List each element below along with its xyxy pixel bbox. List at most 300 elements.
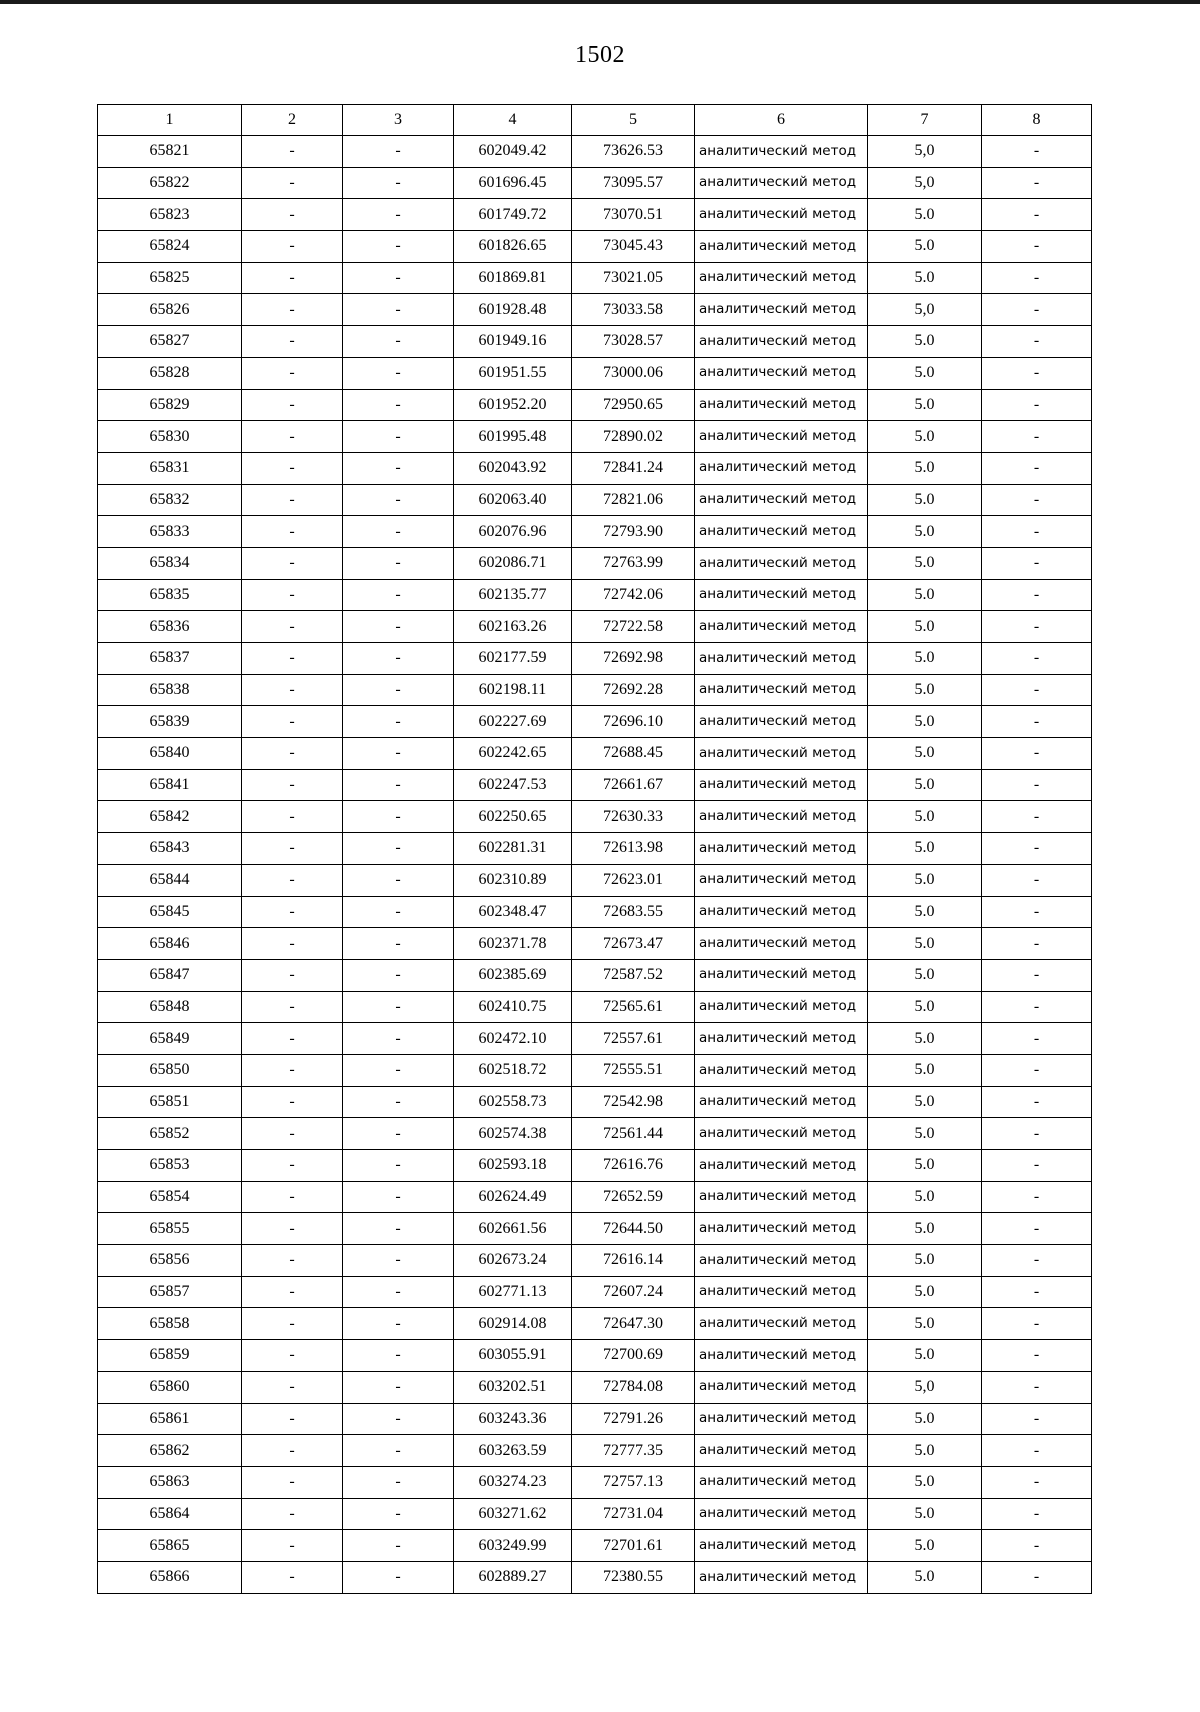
col8-cell: -: [982, 1150, 1092, 1182]
method-cell: аналитический метод: [695, 833, 868, 865]
col2-cell: -: [242, 1435, 343, 1467]
y-coordinate-cell: 72742.06: [572, 579, 695, 611]
accuracy-cell: 5.0: [868, 991, 982, 1023]
table-row: [98, 674, 1092, 706]
table-row: [98, 1340, 1092, 1372]
x-coordinate-cell: 602043.92: [454, 452, 572, 484]
table-row: [98, 579, 1092, 611]
point-number-cell: 65844: [98, 864, 242, 896]
col2-cell: -: [242, 389, 343, 421]
method-cell: аналитический метод: [695, 1150, 868, 1182]
accuracy-cell: 5.0: [868, 231, 982, 263]
y-coordinate-cell: 72555.51: [572, 1054, 695, 1086]
point-number-cell: 65849: [98, 1023, 242, 1055]
y-coordinate-cell: 72683.55: [572, 896, 695, 928]
y-coordinate-cell: 72623.01: [572, 864, 695, 896]
x-coordinate-cell: 601696.45: [454, 167, 572, 199]
col8-cell: -: [982, 1308, 1092, 1340]
x-coordinate-cell: 602242.65: [454, 738, 572, 770]
accuracy-cell: 5.0: [868, 611, 982, 643]
point-number-cell: 65825: [98, 262, 242, 294]
col2-cell: -: [242, 801, 343, 833]
x-coordinate-cell: 603243.36: [454, 1403, 572, 1435]
point-number-cell: 65842: [98, 801, 242, 833]
method-cell: аналитический метод: [695, 864, 868, 896]
method-cell: аналитический метод: [695, 452, 868, 484]
x-coordinate-cell: 602385.69: [454, 959, 572, 991]
col8-cell: -: [982, 1340, 1092, 1372]
col3-cell: -: [343, 1530, 454, 1562]
point-number-cell: 65848: [98, 991, 242, 1023]
col3-cell: -: [343, 1340, 454, 1372]
col8-cell: -: [982, 294, 1092, 326]
col3-cell: -: [343, 547, 454, 579]
col2-cell: -: [242, 1023, 343, 1055]
method-cell: аналитический метод: [695, 1213, 868, 1245]
point-number-cell: 65846: [98, 928, 242, 960]
col2-cell: -: [242, 484, 343, 516]
accuracy-cell: 5,0: [868, 294, 982, 326]
col3-cell: -: [343, 199, 454, 231]
accuracy-cell: 5,0: [868, 136, 982, 168]
method-cell: аналитический метод: [695, 1181, 868, 1213]
col3-cell: -: [343, 1086, 454, 1118]
accuracy-cell: 5.0: [868, 1435, 982, 1467]
col3-cell: -: [343, 769, 454, 801]
point-number-cell: 65826: [98, 294, 242, 326]
table-row: [98, 801, 1092, 833]
col8-cell: -: [982, 1403, 1092, 1435]
col2-cell: -: [242, 1118, 343, 1150]
method-cell: аналитический метод: [695, 1435, 868, 1467]
col2-cell: -: [242, 167, 343, 199]
x-coordinate-cell: 603055.91: [454, 1340, 572, 1372]
table-row: [98, 991, 1092, 1023]
y-coordinate-cell: 72692.98: [572, 643, 695, 675]
col2-cell: -: [242, 421, 343, 453]
col2-cell: -: [242, 579, 343, 611]
col2-cell: -: [242, 1308, 343, 1340]
x-coordinate-cell: 602574.38: [454, 1118, 572, 1150]
point-number-cell: 65829: [98, 389, 242, 421]
column-header: 1: [98, 105, 242, 136]
col8-cell: -: [982, 928, 1092, 960]
table-row: [98, 1308, 1092, 1340]
method-cell: аналитический метод: [695, 959, 868, 991]
col3-cell: -: [343, 262, 454, 294]
col3-cell: -: [343, 1371, 454, 1403]
point-number-cell: 65827: [98, 326, 242, 358]
table-row: [98, 516, 1092, 548]
table-row: [98, 389, 1092, 421]
col3-cell: -: [343, 421, 454, 453]
accuracy-cell: 5.0: [868, 1245, 982, 1277]
col2-cell: -: [242, 516, 343, 548]
col2-cell: -: [242, 1054, 343, 1086]
x-coordinate-cell: 603271.62: [454, 1498, 572, 1530]
header-row: [98, 105, 1092, 136]
method-cell: аналитический метод: [695, 1245, 868, 1277]
table-row: [98, 1498, 1092, 1530]
accuracy-cell: 5.0: [868, 1276, 982, 1308]
point-number-cell: 65847: [98, 959, 242, 991]
method-cell: аналитический метод: [695, 1530, 868, 1562]
col3-cell: -: [343, 833, 454, 865]
table-row: [98, 357, 1092, 389]
method-cell: аналитический метод: [695, 1340, 868, 1372]
table-row: [98, 1181, 1092, 1213]
col2-cell: -: [242, 231, 343, 263]
col2-cell: -: [242, 547, 343, 579]
method-cell: аналитический метод: [695, 389, 868, 421]
method-cell: аналитический метод: [695, 547, 868, 579]
accuracy-cell: 5.0: [868, 579, 982, 611]
accuracy-cell: 5.0: [868, 738, 982, 770]
col8-cell: -: [982, 1181, 1092, 1213]
y-coordinate-cell: 72688.45: [572, 738, 695, 770]
point-number-cell: 65832: [98, 484, 242, 516]
col8-cell: -: [982, 199, 1092, 231]
table-row: [98, 326, 1092, 358]
y-coordinate-cell: 72757.13: [572, 1466, 695, 1498]
x-coordinate-cell: 602250.65: [454, 801, 572, 833]
col8-cell: -: [982, 484, 1092, 516]
table-row: [98, 1054, 1092, 1086]
accuracy-cell: 5.0: [868, 1086, 982, 1118]
table-row: [98, 1245, 1092, 1277]
col8-cell: -: [982, 864, 1092, 896]
y-coordinate-cell: 73000.06: [572, 357, 695, 389]
method-cell: аналитический метод: [695, 769, 868, 801]
col2-cell: -: [242, 326, 343, 358]
accuracy-cell: 5.0: [868, 643, 982, 675]
method-cell: аналитический метод: [695, 1561, 868, 1593]
table-row: [98, 421, 1092, 453]
method-cell: аналитический метод: [695, 1371, 868, 1403]
accuracy-cell: 5.0: [868, 1466, 982, 1498]
method-cell: аналитический метод: [695, 167, 868, 199]
x-coordinate-cell: 603274.23: [454, 1466, 572, 1498]
col8-cell: -: [982, 1498, 1092, 1530]
accuracy-cell: 5.0: [868, 1340, 982, 1372]
accuracy-cell: 5.0: [868, 674, 982, 706]
col8-cell: -: [982, 326, 1092, 358]
col2-cell: -: [242, 611, 343, 643]
point-number-cell: 65853: [98, 1150, 242, 1182]
y-coordinate-cell: 72557.61: [572, 1023, 695, 1055]
accuracy-cell: 5.0: [868, 928, 982, 960]
col2-cell: -: [242, 706, 343, 738]
column-header: 7: [868, 105, 982, 136]
point-number-cell: 65862: [98, 1435, 242, 1467]
y-coordinate-cell: 72791.26: [572, 1403, 695, 1435]
col8-cell: -: [982, 706, 1092, 738]
col3-cell: -: [343, 1181, 454, 1213]
table-row: [98, 1403, 1092, 1435]
table-body: [98, 136, 1092, 1594]
table-row: [98, 1371, 1092, 1403]
x-coordinate-cell: 602163.26: [454, 611, 572, 643]
x-coordinate-cell: 602076.96: [454, 516, 572, 548]
col8-cell: -: [982, 1561, 1092, 1593]
col8-cell: -: [982, 959, 1092, 991]
y-coordinate-cell: 72793.90: [572, 516, 695, 548]
col3-cell: -: [343, 1118, 454, 1150]
accuracy-cell: 5,0: [868, 1371, 982, 1403]
col3-cell: -: [343, 136, 454, 168]
col3-cell: -: [343, 1466, 454, 1498]
col2-cell: -: [242, 833, 343, 865]
x-coordinate-cell: 601951.55: [454, 357, 572, 389]
method-cell: аналитический метод: [695, 674, 868, 706]
y-coordinate-cell: 72644.50: [572, 1213, 695, 1245]
table-row: [98, 1561, 1092, 1593]
col8-cell: -: [982, 1466, 1092, 1498]
col2-cell: -: [242, 1561, 343, 1593]
x-coordinate-cell: 602086.71: [454, 547, 572, 579]
col3-cell: -: [343, 294, 454, 326]
col8-cell: -: [982, 1118, 1092, 1150]
accuracy-cell: 5.0: [868, 262, 982, 294]
y-coordinate-cell: 72777.35: [572, 1435, 695, 1467]
y-coordinate-cell: 73095.57: [572, 167, 695, 199]
y-coordinate-cell: 73070.51: [572, 199, 695, 231]
col8-cell: -: [982, 579, 1092, 611]
point-number-cell: 65861: [98, 1403, 242, 1435]
accuracy-cell: 5.0: [868, 1023, 982, 1055]
x-coordinate-cell: 602049.42: [454, 136, 572, 168]
point-number-cell: 65854: [98, 1181, 242, 1213]
method-cell: аналитический метод: [695, 262, 868, 294]
column-header: 8: [982, 105, 1092, 136]
y-coordinate-cell: 72692.28: [572, 674, 695, 706]
x-coordinate-cell: 602135.77: [454, 579, 572, 611]
column-header: 2: [242, 105, 343, 136]
point-number-cell: 65831: [98, 452, 242, 484]
col8-cell: -: [982, 991, 1092, 1023]
x-coordinate-cell: 602771.13: [454, 1276, 572, 1308]
y-coordinate-cell: 72821.06: [572, 484, 695, 516]
col2-cell: -: [242, 1466, 343, 1498]
accuracy-cell: 5.0: [868, 864, 982, 896]
col3-cell: -: [343, 231, 454, 263]
col3-cell: -: [343, 928, 454, 960]
col8-cell: -: [982, 738, 1092, 770]
method-cell: аналитический метод: [695, 1086, 868, 1118]
x-coordinate-cell: 601869.81: [454, 262, 572, 294]
accuracy-cell: 5.0: [868, 421, 982, 453]
col3-cell: -: [343, 801, 454, 833]
col3-cell: -: [343, 357, 454, 389]
col8-cell: -: [982, 547, 1092, 579]
col2-cell: -: [242, 674, 343, 706]
col8-cell: -: [982, 389, 1092, 421]
col2-cell: -: [242, 1340, 343, 1372]
point-number-cell: 65840: [98, 738, 242, 770]
coordinates-table: [97, 104, 1092, 1594]
y-coordinate-cell: 72661.67: [572, 769, 695, 801]
point-number-cell: 65821: [98, 136, 242, 168]
x-coordinate-cell: 603202.51: [454, 1371, 572, 1403]
top-rule: [0, 0, 1200, 4]
col8-cell: -: [982, 611, 1092, 643]
col3-cell: -: [343, 738, 454, 770]
col8-cell: -: [982, 452, 1092, 484]
col8-cell: -: [982, 643, 1092, 675]
col3-cell: -: [343, 611, 454, 643]
x-coordinate-cell: 602281.31: [454, 833, 572, 865]
col2-cell: -: [242, 199, 343, 231]
y-coordinate-cell: 73021.05: [572, 262, 695, 294]
y-coordinate-cell: 72652.59: [572, 1181, 695, 1213]
point-number-cell: 65864: [98, 1498, 242, 1530]
col3-cell: -: [343, 959, 454, 991]
col2-cell: -: [242, 896, 343, 928]
accuracy-cell: 5.0: [868, 516, 982, 548]
y-coordinate-cell: 72587.52: [572, 959, 695, 991]
point-number-cell: 65851: [98, 1086, 242, 1118]
col2-cell: -: [242, 136, 343, 168]
method-cell: аналитический метод: [695, 706, 868, 738]
y-coordinate-cell: 72542.98: [572, 1086, 695, 1118]
col3-cell: -: [343, 1276, 454, 1308]
point-number-cell: 65841: [98, 769, 242, 801]
accuracy-cell: 5,0: [868, 167, 982, 199]
table-row: [98, 896, 1092, 928]
table-row: [98, 484, 1092, 516]
method-cell: аналитический метод: [695, 516, 868, 548]
y-coordinate-cell: 72784.08: [572, 1371, 695, 1403]
y-coordinate-cell: 72380.55: [572, 1561, 695, 1593]
col3-cell: -: [343, 706, 454, 738]
col8-cell: -: [982, 1530, 1092, 1562]
table-row: [98, 1466, 1092, 1498]
point-number-cell: 65822: [98, 167, 242, 199]
col3-cell: -: [343, 484, 454, 516]
col8-cell: -: [982, 262, 1092, 294]
table-row: [98, 959, 1092, 991]
col8-cell: -: [982, 1245, 1092, 1277]
accuracy-cell: 5.0: [868, 1054, 982, 1086]
accuracy-cell: 5.0: [868, 1498, 982, 1530]
x-coordinate-cell: 602371.78: [454, 928, 572, 960]
col3-cell: -: [343, 167, 454, 199]
accuracy-cell: 5.0: [868, 452, 982, 484]
point-number-cell: 65860: [98, 1371, 242, 1403]
x-coordinate-cell: 601826.65: [454, 231, 572, 263]
col2-cell: -: [242, 1276, 343, 1308]
table-row: [98, 547, 1092, 579]
col2-cell: -: [242, 738, 343, 770]
col3-cell: -: [343, 1403, 454, 1435]
col8-cell: -: [982, 1213, 1092, 1245]
col2-cell: -: [242, 1245, 343, 1277]
method-cell: аналитический метод: [695, 579, 868, 611]
x-coordinate-cell: 602914.08: [454, 1308, 572, 1340]
y-coordinate-cell: 73028.57: [572, 326, 695, 358]
table-row: [98, 1276, 1092, 1308]
point-number-cell: 65837: [98, 643, 242, 675]
col2-cell: -: [242, 357, 343, 389]
table-row: [98, 643, 1092, 675]
point-number-cell: 65858: [98, 1308, 242, 1340]
accuracy-cell: 5.0: [868, 1403, 982, 1435]
page-number: 1502: [575, 42, 625, 68]
table-row: [98, 611, 1092, 643]
col3-cell: -: [343, 864, 454, 896]
method-cell: аналитический метод: [695, 326, 868, 358]
accuracy-cell: 5.0: [868, 199, 982, 231]
col2-cell: -: [242, 864, 343, 896]
col2-cell: -: [242, 928, 343, 960]
col3-cell: -: [343, 1213, 454, 1245]
method-cell: аналитический метод: [695, 611, 868, 643]
y-coordinate-cell: 72607.24: [572, 1276, 695, 1308]
accuracy-cell: 5.0: [868, 801, 982, 833]
table-row: [98, 1118, 1092, 1150]
x-coordinate-cell: 603263.59: [454, 1435, 572, 1467]
accuracy-cell: 5.0: [868, 1561, 982, 1593]
accuracy-cell: 5.0: [868, 357, 982, 389]
col8-cell: -: [982, 1435, 1092, 1467]
x-coordinate-cell: 602558.73: [454, 1086, 572, 1118]
x-coordinate-cell: 603249.99: [454, 1530, 572, 1562]
point-number-cell: 65859: [98, 1340, 242, 1372]
accuracy-cell: 5.0: [868, 484, 982, 516]
col3-cell: -: [343, 1245, 454, 1277]
point-number-cell: 65866: [98, 1561, 242, 1593]
x-coordinate-cell: 602227.69: [454, 706, 572, 738]
col3-cell: -: [343, 1435, 454, 1467]
point-number-cell: 65836: [98, 611, 242, 643]
point-number-cell: 65855: [98, 1213, 242, 1245]
accuracy-cell: 5.0: [868, 1150, 982, 1182]
x-coordinate-cell: 602673.24: [454, 1245, 572, 1277]
col8-cell: -: [982, 1276, 1092, 1308]
point-number-cell: 65823: [98, 199, 242, 231]
x-coordinate-cell: 602063.40: [454, 484, 572, 516]
y-coordinate-cell: 73045.43: [572, 231, 695, 263]
y-coordinate-cell: 72701.61: [572, 1530, 695, 1562]
y-coordinate-cell: 72616.14: [572, 1245, 695, 1277]
col3-cell: -: [343, 1054, 454, 1086]
table-row: [98, 769, 1092, 801]
col2-cell: -: [242, 452, 343, 484]
table-row: [98, 452, 1092, 484]
col8-cell: -: [982, 231, 1092, 263]
x-coordinate-cell: 601749.72: [454, 199, 572, 231]
accuracy-cell: 5.0: [868, 769, 982, 801]
y-coordinate-cell: 72731.04: [572, 1498, 695, 1530]
point-number-cell: 65824: [98, 231, 242, 263]
table-row: [98, 706, 1092, 738]
x-coordinate-cell: 601928.48: [454, 294, 572, 326]
y-coordinate-cell: 72890.02: [572, 421, 695, 453]
col3-cell: -: [343, 389, 454, 421]
accuracy-cell: 5.0: [868, 896, 982, 928]
y-coordinate-cell: 72647.30: [572, 1308, 695, 1340]
method-cell: аналитический метод: [695, 1403, 868, 1435]
x-coordinate-cell: 602661.56: [454, 1213, 572, 1245]
col3-cell: -: [343, 1150, 454, 1182]
x-coordinate-cell: 602472.10: [454, 1023, 572, 1055]
table-row: [98, 1086, 1092, 1118]
point-number-cell: 65843: [98, 833, 242, 865]
col8-cell: -: [982, 421, 1092, 453]
col2-cell: -: [242, 643, 343, 675]
point-number-cell: 65838: [98, 674, 242, 706]
col3-cell: -: [343, 643, 454, 675]
